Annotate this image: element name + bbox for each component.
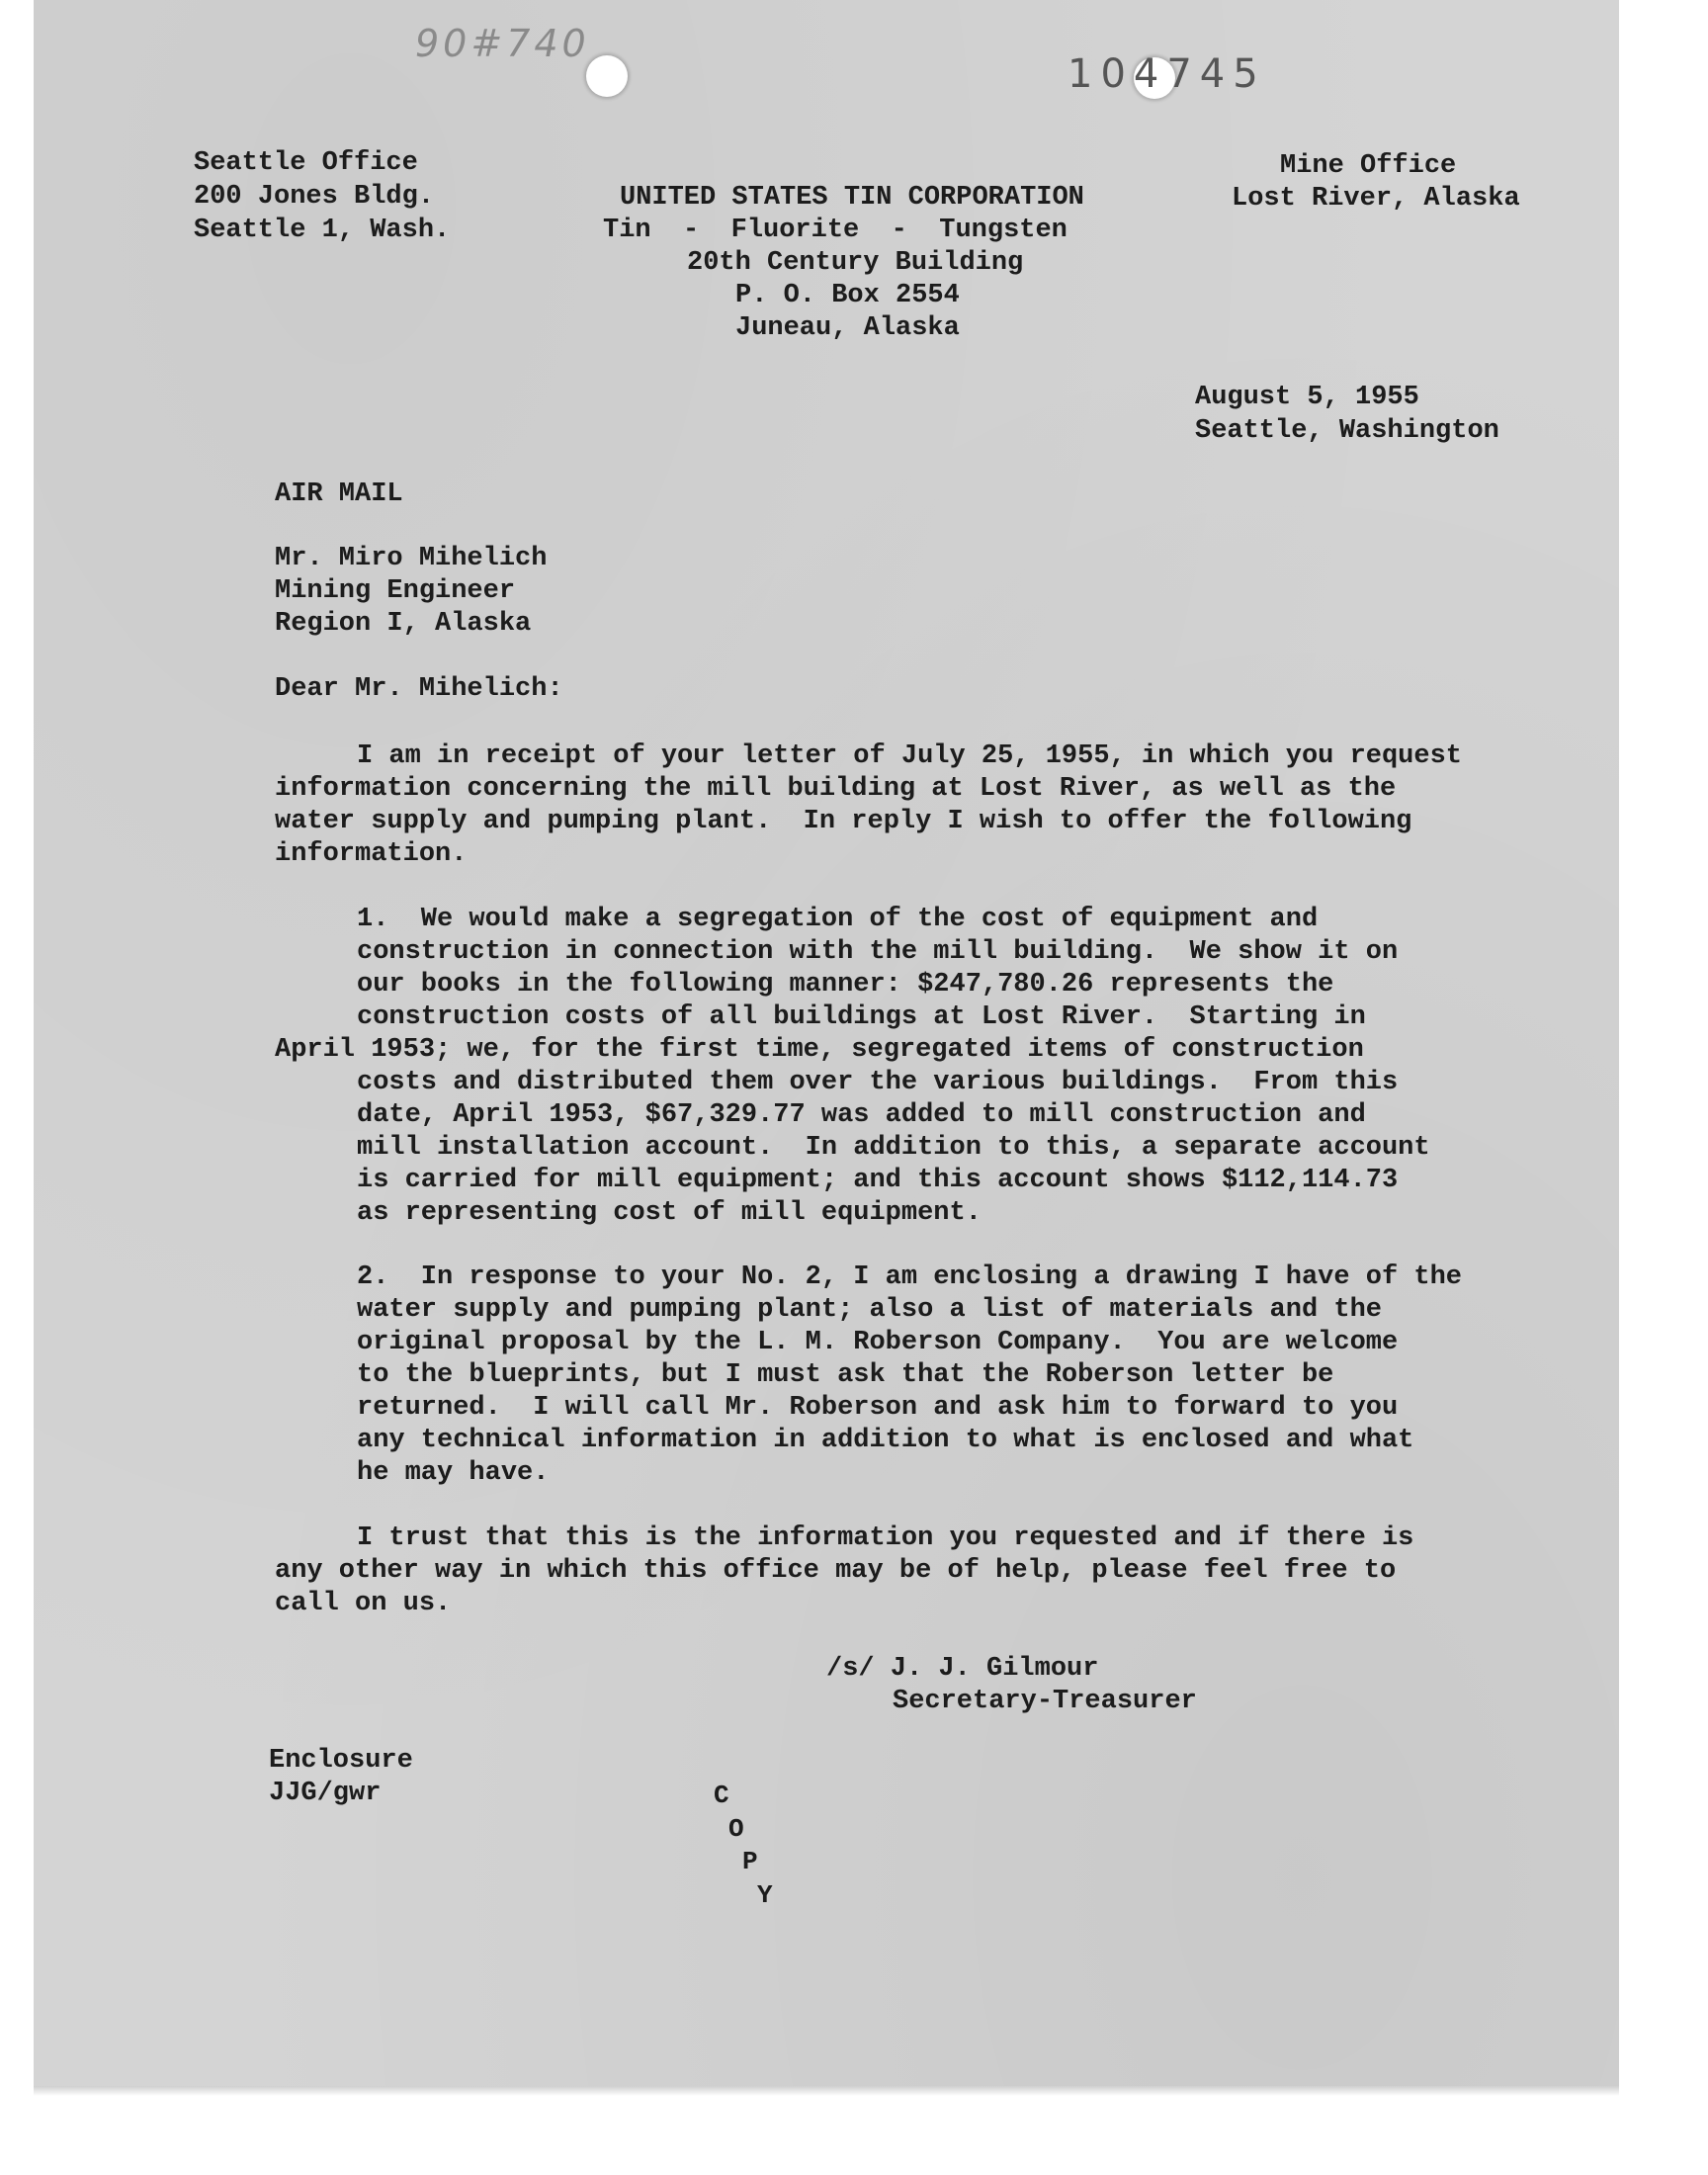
item1-line: construction costs of all buildings at Lost River. Starting in [357,1002,1366,1032]
closing-line: any other way in which this office may be of help, please feel free to [275,1556,1397,1586]
item1-line: April 1953; we, for the first time, segregated items of construction [275,1035,1364,1065]
company-city: Juneau, Alaska [735,313,960,343]
letter-place: Seattle, Washington [1195,416,1499,446]
item1-line: costs and distributed them over the various buildings. From this [357,1068,1399,1097]
company-building: 20th Century Building [687,248,1024,278]
copy-mark-letter: O [728,1814,744,1844]
document-number-stamp: 104745 [1068,51,1266,97]
delivery-method: AIR MAIL [275,479,403,509]
item2-line: any technical information in addition to what is enclosed and what [357,1426,1414,1455]
item2-line: original proposal by the L. M. Roberson Company. You are welcome [357,1328,1399,1357]
item1-line: mill installation account. In addition to this, a separate account [357,1133,1430,1163]
mine-office-location: Lost River, Alaska [1232,184,1520,214]
item2-line: 2. In response to your No. 2, I am enclosing a drawing I have of the [357,1262,1462,1292]
recipient-title: Mining Engineer [275,576,516,606]
seattle-office-label: Seattle Office [194,148,418,178]
salutation: Dear Mr. Mihelich: [275,674,563,704]
intro-line: water supply and pumping plant. In reply I wish to offer the following [275,807,1412,836]
intro-line: information. [275,839,468,869]
company-name: UNITED STATES TIN CORPORATION [620,183,1084,213]
item1-line: our books in the following manner: $247,780.26 represents the [357,970,1334,1000]
letter-date: August 5, 1955 [1195,383,1419,412]
recipient-region: Region I, Alaska [275,609,532,639]
seattle-office-city: Seattle 1, Wash. [194,216,451,245]
mine-office-label: Mine Office [1280,151,1457,181]
seattle-office-address: 200 Jones Bldg. [194,182,435,212]
item1-line: 1. We would make a segregation of the cost of equipment and [357,905,1319,934]
letter-page [34,0,1619,2086]
copy-mark-letter: P [742,1847,758,1876]
company-po-box: P. O. Box 2554 [735,281,960,310]
company-products: Tin - Fluorite - Tungsten [603,216,1068,245]
recipient-name: Mr. Miro Mihelich [275,544,548,573]
signature-name: /s/ J. J. Gilmour [826,1654,1099,1684]
item1-line: is carried for mill equipment; and this account shows $112,114.73 [357,1166,1399,1195]
closing-line: I trust that this is the information you requested and if there is [357,1523,1414,1553]
closing-line: call on us. [275,1589,452,1618]
reference-initials: JJG/gwr [269,1779,382,1808]
scan-bottom-edge [34,2086,1619,2096]
item2-line: to the blueprints, but I must ask that the Roberson letter be [357,1360,1334,1390]
item1-line: date, April 1953, $67,329.77 was added to mill construction and [357,1100,1366,1130]
item2-line: he may have. [357,1458,550,1488]
item2-line: returned. I will call Mr. Roberson and ask him to forward to you [357,1393,1399,1423]
handwritten-file-mark: 90#740 [415,22,590,65]
hole-punch-left [586,55,628,97]
copy-mark-letter: Y [757,1880,773,1910]
item2-line: water supply and pumping plant; also a list of materials and the [357,1295,1382,1325]
item1-line: construction in connection with the mill building. We show it on [357,937,1399,967]
intro-line: I am in receipt of your letter of July 25, 1955, in which you request [357,741,1462,771]
copy-mark-letter: C [714,1781,729,1810]
intro-line: information concerning the mill building at Lost River, as well as the [275,774,1397,804]
enclosure-note: Enclosure [269,1746,413,1776]
item1-line: as representing cost of mill equipment. [357,1198,982,1228]
signature-title: Secretary-Treasurer [893,1687,1197,1716]
